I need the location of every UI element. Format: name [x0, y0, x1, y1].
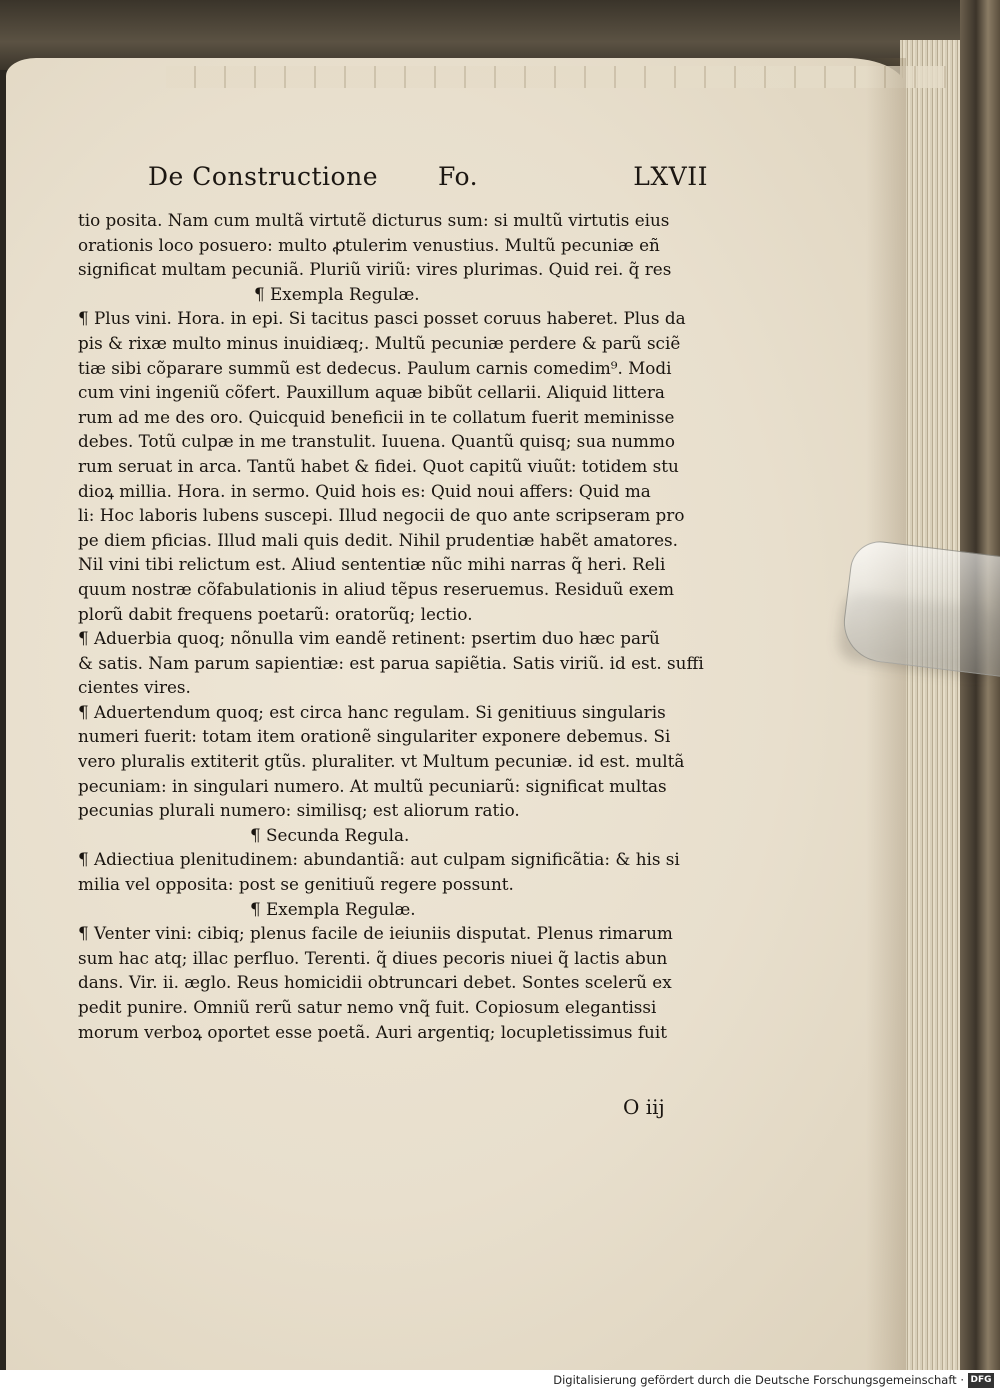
text-line: rum seruat in arca. Tantũ habet & fidei. Quot capitũ viuũt: totidem stu [78, 455, 679, 476]
footer-bar [0, 1370, 1000, 1393]
page-clip [839, 538, 1000, 678]
text-line: milia vel opposita: post se genitiuũ regere possunt. [78, 874, 514, 895]
text-line: morum verboꝝ oportet esse poetã. Auri argentiq; locupletissimus fuit [78, 1021, 667, 1042]
header-title: De Constructione [148, 162, 378, 191]
text-line: ¶ Adiectiua plenitudinem: abundantiã: aut culpam significãtia: & his si [78, 849, 680, 870]
text-line: tio posita. Nam cum multã virtutẽ dicturus sum: si multũ virtutis eius [78, 210, 670, 230]
text-line: numeri fuerit: totam item orationẽ singulariter exponere debemus. Si [78, 726, 671, 747]
text-line: pecunias plurali numero: similisq; est aliorum ratio. [78, 800, 520, 821]
footer-credit: Digitalisierung gefördert durch die Deutsche Forschungsgemeinschaft · [553, 1373, 964, 1387]
text-line: pecuniam: in singulari numero. At multũ pecuniarũ: significat multas [78, 775, 667, 796]
header-folio-label: Fo. [438, 162, 479, 191]
text-line: vero pluralis extiterit gtũs. pluraliter. vt Multum pecuniæ. id est. multã [78, 751, 685, 772]
text-line: sum hac atq; illac perfluo. Terenti. q̃ diues pecoris niuei q̃ lactis abun [78, 947, 668, 968]
text-line: ¶ Aduerbia quoq; nõnulla vim eandẽ retinent: psertim duo hæc parũ [78, 628, 660, 649]
text-line: ¶ Aduertendum quoq; est circa hanc regulam. Si genitiuus singularis [78, 701, 666, 722]
text-line: Nil vini tibi relictum est. Aliud sententiæ nũc mihi narras q̃ heri. Reli [78, 554, 666, 575]
book-cover-edge [960, 0, 1000, 1370]
section-heading: ¶ Secunda Regula. [250, 824, 410, 845]
body-text [78, 208, 738, 1044]
top-page-edges [166, 66, 946, 88]
text-line: significat multam pecuniã. Pluriũ viriũ: vires plurimas. Quid rei. q̃ res [78, 259, 672, 280]
text-line: plorũ dabit frequens poetarũ: oratorũq; lectio. [78, 603, 473, 624]
text-line: li: Hoc laboris lubens suscepi. Illud negocii de quo ante scripseram pro [78, 505, 685, 526]
text-line: & satis. Nam parum sapientiæ: est parua sapiẽtia. Satis viriũ. id est. suffi [78, 652, 704, 673]
section-heading: ¶ Exempla Regulæ. [254, 283, 420, 304]
text-line: pis & rixæ multo minus inuidiæq;. Multũ pecuniæ perdere & parũ sciẽ [78, 332, 681, 353]
running-header [148, 162, 708, 196]
text-line: cum vini ingeniũ cõfert. Pauxillum aquæ bibũt cellarii. Aliquid littera [78, 382, 665, 403]
text-line: dans. Vir. ii. æglo. Reus homicidii obtruncari debet. Sontes scelerũ ex [78, 972, 672, 993]
text-line: debes. Totũ culpæ in me transtulit. Iuuena. Quantũ quisq; sua nummo [78, 431, 675, 452]
header-folio-number: LXVII [633, 162, 708, 191]
text-line: ¶ Plus vini. Hora. in epi. Si tacitus pasci posset coruus haberet. Plus da [78, 308, 686, 329]
text-line: rum ad me des oro. Quicquid beneficii in te collatum fuerit meminisse [78, 406, 675, 427]
text-line: cientes vires. [78, 677, 191, 698]
text-line: ¶ Venter vini: cibiq; plenus facile de ieiuniis disputat. Plenus rimarum [78, 923, 673, 944]
text-line: dioꝝ millia. Hora. in sermo. Quid hois es: Quid noui affers: Quid ma [78, 480, 651, 501]
text-line: quum nostræ cõfabulationis in aliud tẽpus reseruemus. Residuũ exem [78, 578, 675, 599]
text-line: orationis loco posuero: multo ꝓtulerim venustius. Multũ pecuniæ eñ [78, 234, 660, 255]
text-line: tiæ sibi cõparare summũ est dedecus. Paulum carnis comedim⁹. Modi [78, 357, 672, 378]
section-heading: ¶ Exempla Regulæ. [250, 898, 416, 919]
dfg-logo-icon: DFG [968, 1373, 994, 1388]
text-line: pe diem pficias. Illud mali quis dedit. Nihil prudentiæ habẽt amatores. [78, 529, 679, 550]
text-line: pedit punire. Omniũ rerũ satur nemo vnq̃ fuit. Copiosum elegantissi [78, 997, 657, 1017]
signature-mark: O iij [623, 1095, 665, 1119]
